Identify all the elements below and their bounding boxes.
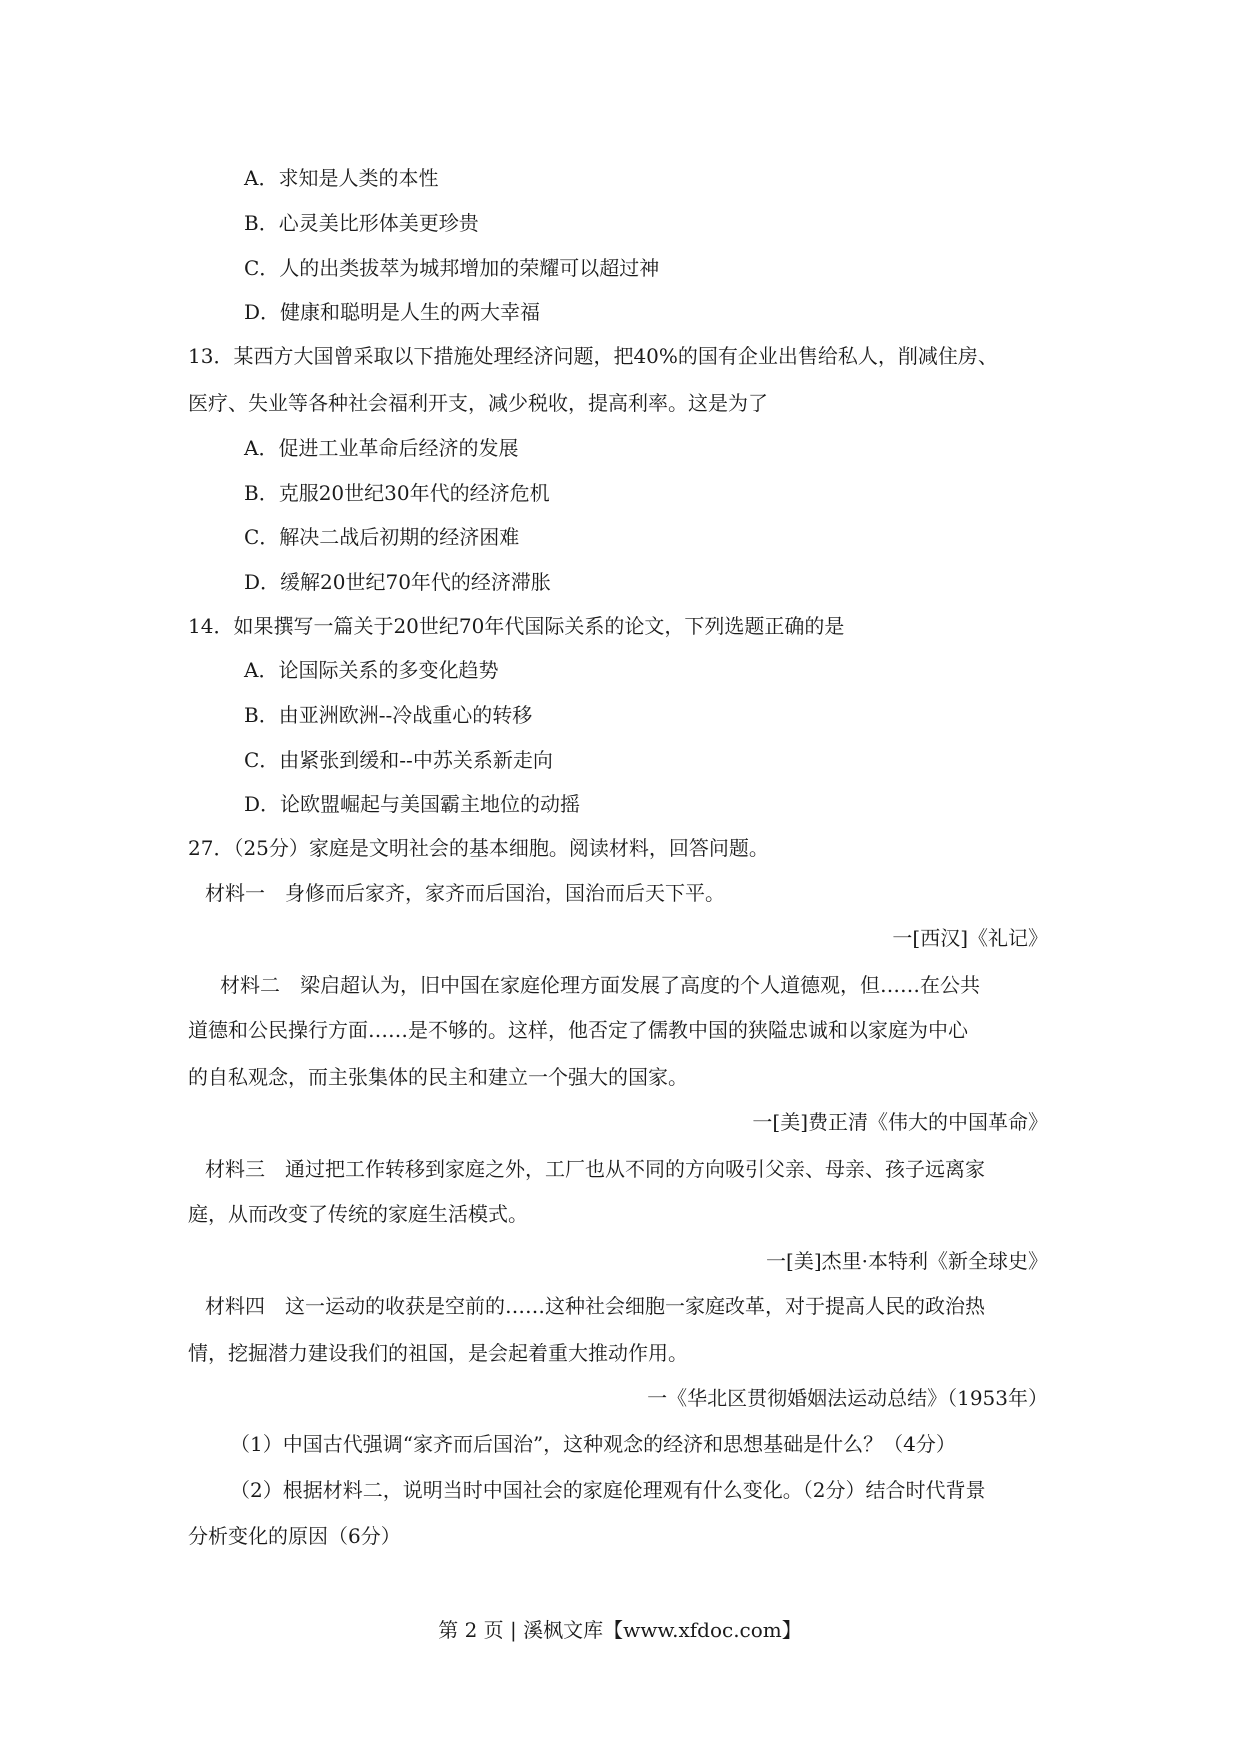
q27-material4-source: 一《华北区贯彻婚姻法运动总结》（1953年） xyxy=(647,1386,1048,1410)
q27-subquestion-2-line1: （2）根据材料二，说明当时中国社会的家庭伦理观有什么变化。（2分）结合时代背景 xyxy=(230,1478,986,1502)
q13-option-b: B．克服20世纪30年代的经济危机 xyxy=(244,481,550,505)
q12-option-c: C．人的出类拔萃为城邦增加的荣耀可以超过神 xyxy=(244,256,660,280)
q27-material1-text: 材料一 身修而后家齐，家齐而后国治，国治而后天下平。 xyxy=(205,881,725,905)
q14-option-d: D．论欧盟崛起与美国霸主地位的动摇 xyxy=(244,792,581,816)
q27-material4-line1: 材料四 这一运动的收获是空前的……这种社会细胞一家庭改革，对于提高人民的政治热 xyxy=(205,1294,985,1318)
q27-subquestion-2-line2: 分析变化的原因（6分） xyxy=(188,1524,401,1548)
q27-material3-line1: 材料三 通过把工作转移到家庭之外，工厂也从不同的方向吸引父亲、母亲、孩子远离家 xyxy=(205,1157,985,1181)
q14-option-c: C．由紧张到缓和--中苏关系新走向 xyxy=(244,748,553,772)
q27-material2-line2: 道德和公民操行方面……是不够的。这样，他否定了儒教中国的狭隘忠诚和以家庭为中心 xyxy=(188,1018,968,1042)
q13-option-a: A．促进工业革命后经济的发展 xyxy=(244,436,519,460)
q27-material4-line2: 情，挖掘潜力建设我们的祖国，是会起着重大推动作用。 xyxy=(188,1341,688,1365)
q13-stem-line1: 13．某西方大国曾采取以下措施处理经济问题，把40%的国有企业出售给私人，削减住房、 xyxy=(188,344,998,368)
q27-material2-line1: 材料二 梁启超认为，旧中国在家庭伦理方面发展了高度的个人道德观，但……在公共 xyxy=(220,973,980,997)
q27-subquestion-1: （1）中国古代强调“家齐而后国治”，这种观念的经济和思想基础是什么？（4分） xyxy=(230,1432,956,1456)
q12-option-b: B．心灵美比形体美更珍贵 xyxy=(244,211,479,235)
page-footer: 第 2 页 | 溪枫文库【www.xfdoc.com】 xyxy=(438,1618,802,1642)
q13-stem-line2: 医疗、失业等各种社会福利开支，减少税收，提高利率。这是为了 xyxy=(188,391,768,415)
q12-option-d: D．健康和聪明是人生的两大幸福 xyxy=(244,300,541,324)
q14-option-b: B．由亚洲欧洲--冷战重心的转移 xyxy=(244,703,533,727)
q27-material1-source: 一[西汉]《礼记》 xyxy=(892,926,1048,950)
q27-material3-line2: 庭，从而改变了传统的家庭生活模式。 xyxy=(188,1202,528,1226)
q14-stem: 14．如果撰写一篇关于20世纪70年代国际关系的论文，下列选题正确的是 xyxy=(188,614,845,638)
q12-option-a: A．求知是人类的本性 xyxy=(244,166,439,190)
q27-material3-source: 一[美]杰里·本特利《新全球史》 xyxy=(766,1249,1048,1273)
q27-stem: 27．（25分）家庭是文明社会的基本细胞。阅读材料，回答问题。 xyxy=(188,836,769,860)
q14-option-a: A．论国际关系的多变化趋势 xyxy=(244,658,499,682)
q13-option-d: D．缓解20世纪70年代的经济滞胀 xyxy=(244,570,551,594)
q13-option-c: C．解决二战后初期的经济困难 xyxy=(244,525,520,549)
q27-material2-line3: 的自私观念，而主张集体的民主和建立一个强大的国家。 xyxy=(188,1065,688,1089)
q27-material2-source: 一[美]费正清《伟大的中国革命》 xyxy=(752,1110,1048,1134)
